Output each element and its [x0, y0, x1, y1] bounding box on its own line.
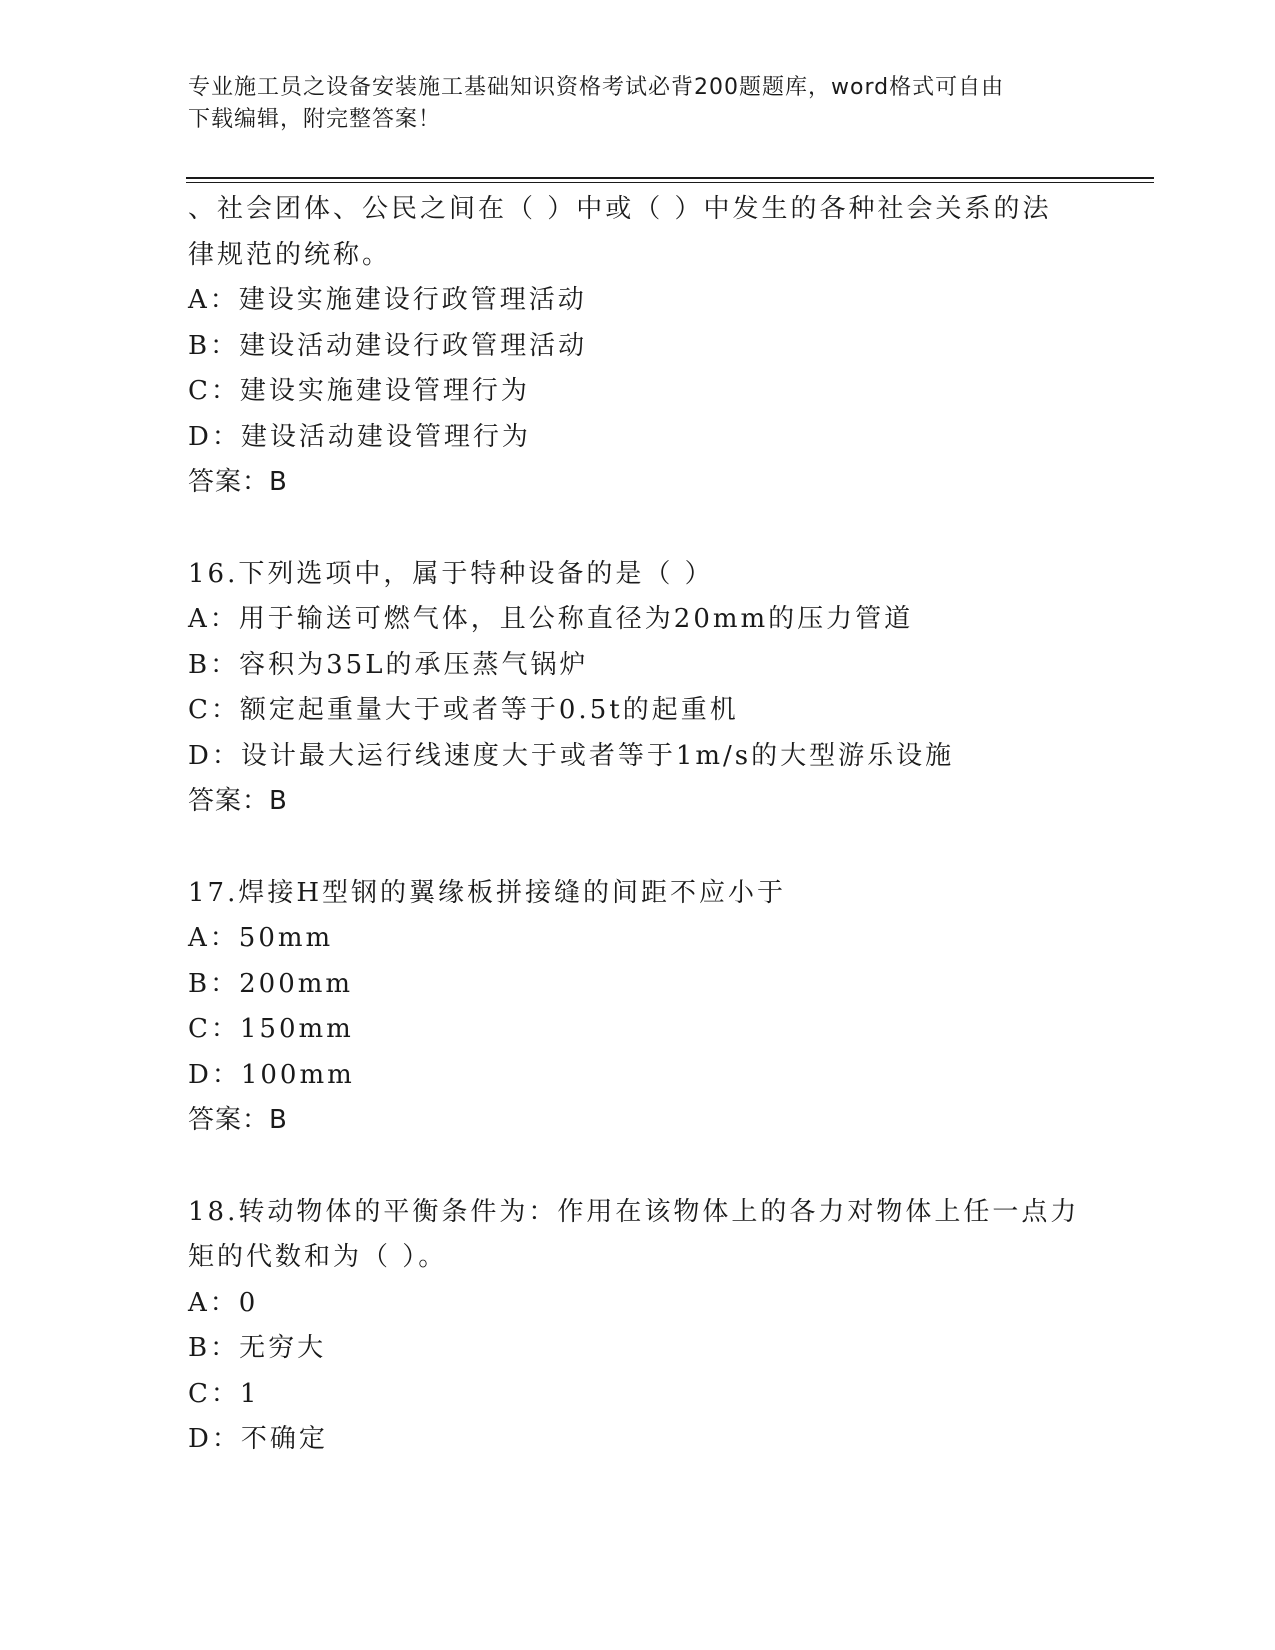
question-text-line: 、社会团体、公民之间在（ ）中或（ ）中发生的各种社会关系的法: [188, 194, 1052, 224]
question-18: [188, 1190, 1088, 1463]
option-b: B：无穷大: [188, 1333, 327, 1363]
option-a: A：50mm: [188, 923, 334, 953]
question-text-line: 16.下列选项中，属于特种设备的是（ ）: [188, 558, 714, 589]
spacer: [188, 825, 1088, 871]
option-d: D：设计最大运行线速度大于或者等于1m/s的大型游乐设施: [188, 740, 955, 771]
option-c: C：额定起重量大于或者等于0.5t的起重机: [188, 695, 739, 725]
option-a: A：用于输送可燃气体，且公称直径为20mm的压力管道: [188, 604, 914, 634]
option-d: D：不确定: [188, 1424, 328, 1454]
header-divider-thick: [186, 177, 1154, 179]
option-c: C：1: [188, 1378, 260, 1409]
option-a: A：建设实施建设行政管理活动: [188, 285, 587, 315]
header-line-1: 专业施工员之设备安装施工基础知识资格考试必背200题题库，word格式可自由: [188, 75, 1005, 100]
header-line-2: 下载编辑，附完整答案！: [188, 107, 442, 132]
option-c: C：建设实施建设管理行为: [188, 376, 530, 406]
question-text-line: 矩的代数和为（ ）。: [188, 1242, 448, 1272]
question-text-line: 17.焊接H型钢的翼缘板拼接缝的间距不应小于: [188, 877, 787, 908]
option-c: C：150mm: [188, 1014, 354, 1044]
option-a: A：0: [188, 1287, 259, 1318]
header-divider-thin: [186, 182, 1154, 183]
answer-line: 答案：B: [188, 786, 288, 816]
document-body: [188, 187, 1088, 1463]
option-b: B：容积为35L的承压蒸气锅炉: [188, 649, 589, 680]
document-header: [188, 72, 1068, 136]
option-d: D：建设活动建设管理行为: [188, 421, 531, 452]
spacer: [188, 506, 1088, 552]
question-16: [188, 552, 1088, 825]
option-b: B：建设活动建设行政管理活动: [188, 330, 588, 361]
answer-line: 答案：B: [188, 1105, 288, 1135]
question-17: [188, 871, 1088, 1144]
question-fragment: [188, 187, 1088, 506]
question-text-line: 律规范的统称。: [188, 239, 392, 270]
option-b: B：200mm: [188, 968, 354, 999]
answer-line: 答案：B: [188, 467, 288, 497]
option-d: D：100mm: [188, 1059, 355, 1090]
spacer: [188, 1144, 1088, 1190]
question-text-line: 18.转动物体的平衡条件为：作用在该物体上的各力对物体上任一点力: [188, 1196, 1080, 1227]
